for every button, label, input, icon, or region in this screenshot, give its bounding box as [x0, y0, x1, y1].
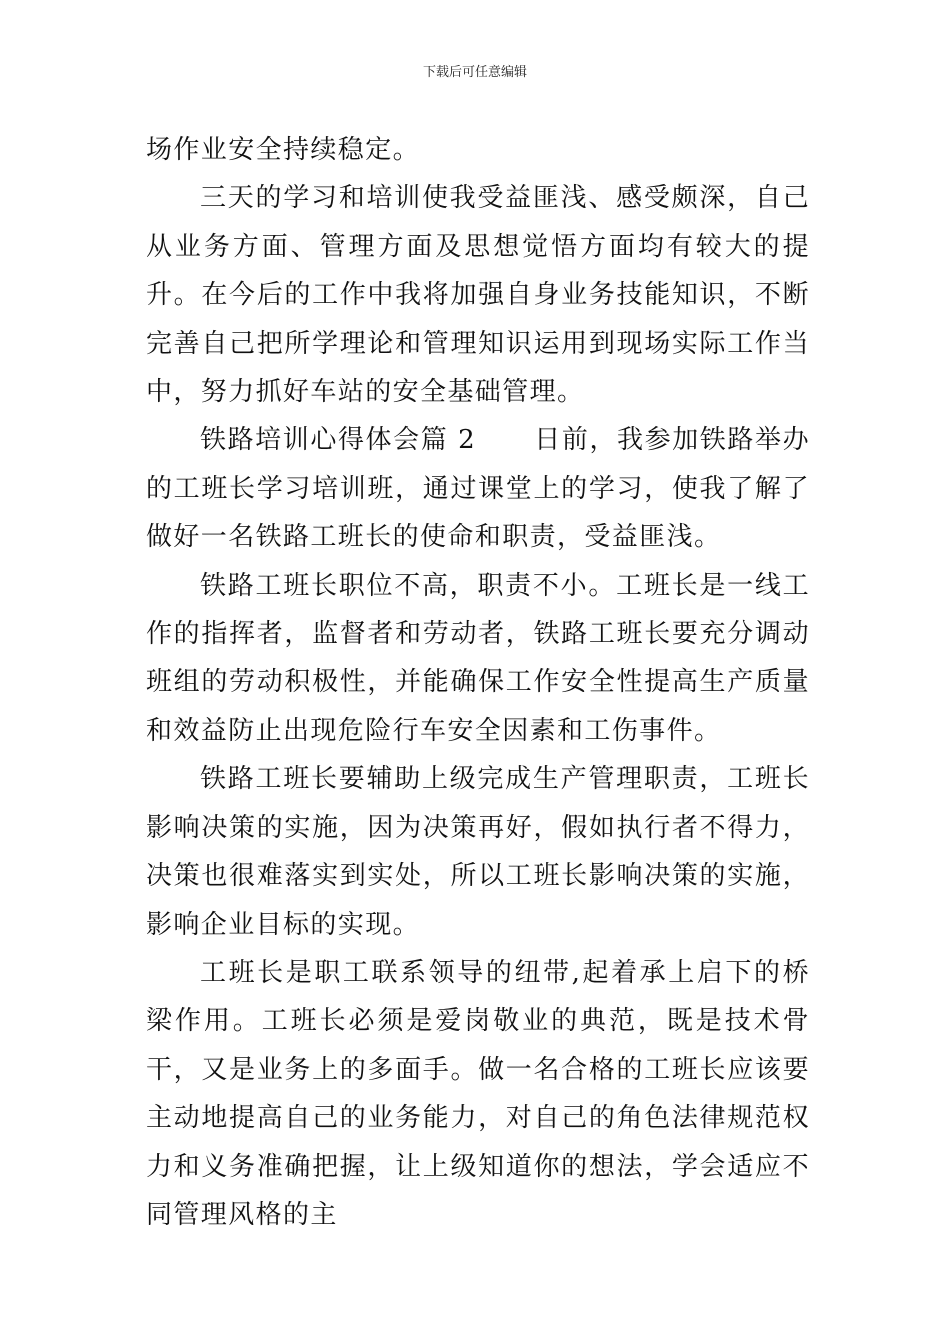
- paragraph-decision-support: 铁路工班长要辅助上级完成生产管理职责，工班长影响决策的实施，因为决策再好，假如执行者不得力，决策也很难落实到实处，所以工班长影响决策的实施，影响企业目标的实现。: [146, 764, 810, 940]
- paragraph-section-heading: [146, 416, 810, 561]
- paragraph-training-summary: 三天的学习和培训使我受益匪浅、感受颇深，自己从业务方面、管理方面及思想觉悟方面均有较大的提升。在今后的工作中我将加强自身业务技能知识，不断完善自己把所学理论和管理知识运用到现场实际工作当中，努力抓好车站的安全基础管理。: [146, 183, 810, 408]
- document-body: [146, 126, 810, 1239]
- paragraph-bridge-role: 工班长是职工联系领导的纽带,起着承上启下的桥梁作用。工班长必须是爱岗敬业的典范，既是技术骨干，又是业务上的多面手。做一名合格的工班长应该要主动地提高自己的业务能力，对自己的角色法律规范权力和义务准确把握，让上级知道你的想法，学会适应不同管理风格的主: [146, 957, 810, 1230]
- page-header: 下载后可任意编辑: [422, 65, 527, 80]
- section-title: 铁路培训心得体会篇 2: [200, 425, 477, 456]
- section-intro: 日前，我参加铁路举办的工班长学习培训班，通过课堂上的学习，使我了解了做好一名铁路工班长的使命和职责，受益匪浅。: [146, 425, 810, 553]
- paragraph-continuation: 场作业安全持续稳定。: [146, 135, 421, 165]
- paragraph-role-duties: 铁路工班长职位不高，职责不小。工班长是一线工作的指挥者，监督者和劳动者，铁路工班长要充分调动班组的劳动积极性，并能确保工作安全性提高生产质量和效益防止出现危险行车安全因素和工伤事件。: [146, 570, 810, 746]
